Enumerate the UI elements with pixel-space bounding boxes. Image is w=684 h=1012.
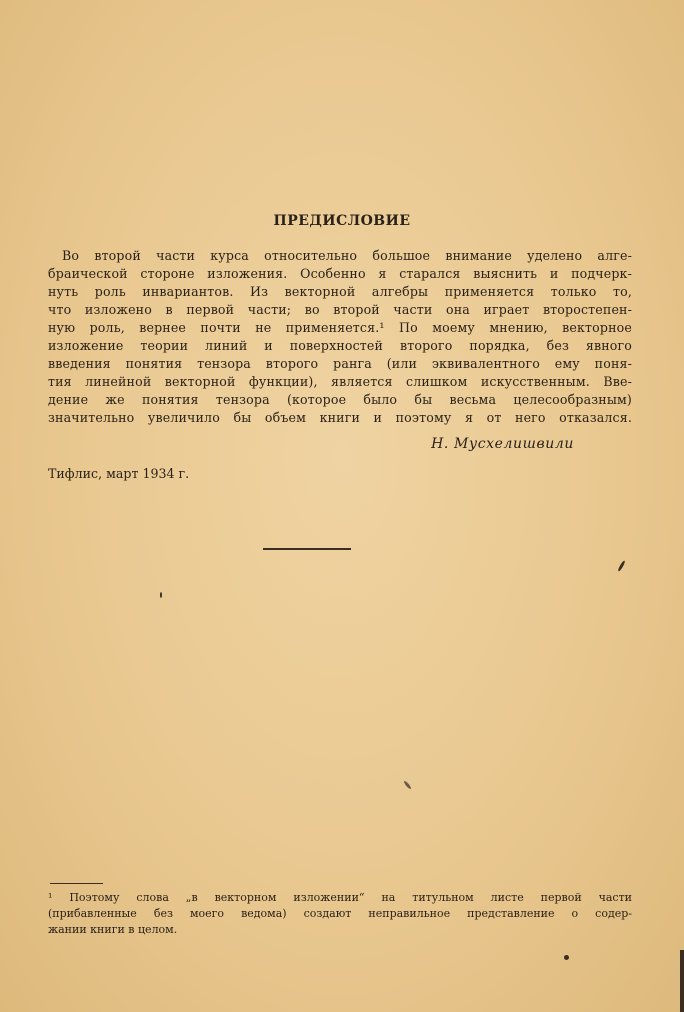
body-line: дение же понятия тензора (которое было бы весьма целесообразным)	[48, 392, 632, 407]
section-divider	[263, 548, 351, 550]
body-line: ную роль, вернее почти не применяется.¹ По моему мнению, векторное	[48, 320, 632, 335]
footnote-line: (прибавленные без моего ведома) создают неправильное представление о содер-	[48, 907, 632, 920]
footnote-line: ¹ Поэтому слова „в векторном изложении“ на титульном листе первой части	[48, 891, 632, 904]
paper-speck	[160, 592, 162, 598]
page-title: ПРЕДИСЛОВИЕ	[273, 213, 411, 229]
place-date: Тифлис, март 1934 г.	[48, 466, 190, 481]
page-edge	[680, 950, 684, 1012]
body-line: браической стороне изложения. Особенно я старался выяснить и подчерк-	[48, 266, 632, 281]
author-signature: Н. Мусхелишвили	[431, 436, 574, 452]
body-line: Во второй части курса относительно большое внимание уделено алге-	[62, 248, 632, 263]
body-line: значительно увеличило бы объем книги и поэтому я от него отказался.	[48, 410, 632, 425]
paper-speck	[617, 560, 626, 572]
footnote-line: жании книги в целом.	[48, 923, 178, 936]
body-line: введения понятия тензора второго ранга (или эквивалентного ему поня-	[48, 356, 632, 371]
footnote-divider	[50, 883, 103, 884]
paper-speck	[564, 955, 569, 960]
body-line: изложение теории линий и поверхностей второго порядка, без явного	[48, 338, 632, 353]
body-line: что изложено в первой части; во второй части она играет второстепен-	[48, 302, 632, 317]
body-line: тия линейной векторной функции), является слишком искусственным. Вве-	[48, 374, 632, 389]
paper-speck	[403, 780, 412, 790]
body-line: нуть роль инвариантов. Из векторной алгебры применяется только то,	[48, 284, 632, 299]
